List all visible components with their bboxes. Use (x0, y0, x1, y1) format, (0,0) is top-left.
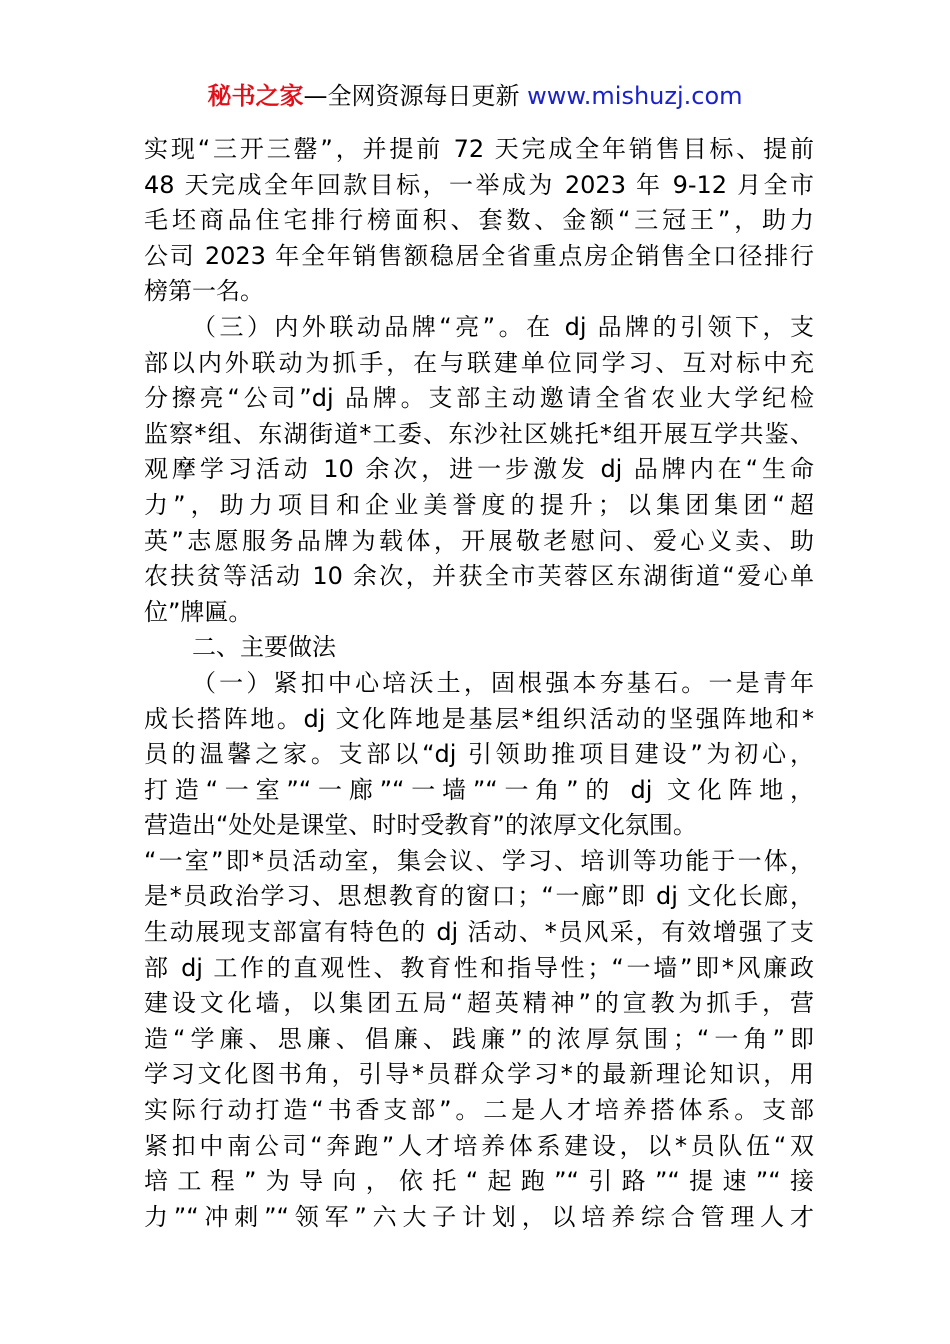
site-brand: 秘书之家 (207, 82, 304, 110)
text-line: 48 天完成全年回款目标，一举成为 2023 年 9-12 月全市 (144, 170, 814, 199)
text-line: 榜第一名。 (144, 277, 264, 306)
text-line: 是*员政治学习、思想教育的窗口；“一廊”即 dj 文化长廊， (144, 882, 814, 911)
text-line: 农扶贫等活动 10 余次，并获全市芙蓉区东湖街道“爱心单 (144, 562, 814, 591)
text-line: （三）内外联动品牌“亮”。在 dj 品牌的引领下，支 (192, 312, 814, 341)
text-line: 紧扣中南公司“奔跑”人才培养体系建设，以*员队伍“双 (144, 1131, 814, 1160)
text-line: 培工程”为导向，依托“起跑”“引路”“提速”“接 (144, 1167, 814, 1196)
text-line: 二、主要做法 (192, 633, 336, 662)
text-line: 力”“冲刺”“领军”六大子计划，以培养综合管理人才 (144, 1202, 814, 1231)
text-line: “一室”即*员活动室，集会议、学习、培训等功能于一体， (144, 846, 814, 875)
text-line: 部以内外联动为抓手，在与联建单位同学习、互对标中充 (144, 348, 814, 377)
text-line: 实现“三开三罄”，并提前 72 天完成全年销售目标、提前 (144, 135, 814, 163)
document-body (144, 132, 814, 1235)
text-line: 造“学廉、思廉、倡廉、践廉”的浓厚氛围；“一角”即 (144, 1024, 814, 1053)
paragraph (144, 310, 814, 630)
text-line: 生动展现支部富有特色的 dj 活动、*员风采，有效增强了支 (144, 918, 814, 947)
text-line: 营造出“处处是课堂、时时受教育”的浓厚文化氛围。 (144, 811, 697, 840)
text-line: 观摩学习活动 10 余次，进一步激发 dj 品牌内在“生命 (144, 455, 814, 484)
section-heading (144, 630, 814, 666)
paragraph (144, 666, 814, 1236)
text-line: （一）紧扣中心培沃土，固根强本夯基石。一是青年 (192, 668, 814, 697)
text-line: 学习文化图书角，引导*员群众学习*的最新理论知识，用 (144, 1060, 814, 1089)
paragraph (144, 132, 814, 310)
text-line: 部 dj 工作的直观性、教育性和指导性；“一墙”即*风廉政 (144, 953, 814, 982)
text-line: 成长搭阵地。dj 文化阵地是基层*组织活动的坚强阵地和* (144, 704, 814, 733)
text-line: 英”志愿服务品牌为载体，开展敬老慰问、爱心义卖、助 (144, 526, 814, 555)
text-line: 力”，助力项目和企业美誉度的提升；以集团集团“超 (144, 490, 814, 519)
text-line: 毛坯商品住宅排行榜面积、套数、金额“三冠王”，助力 (144, 206, 814, 235)
text-line: 监察*组、东湖街道*工委、东沙社区姚托*组开展互学共鉴、 (144, 419, 814, 448)
site-url-link[interactable]: www.mishuzj.com (527, 82, 743, 110)
text-line: 建设文化墙，以集团五局“超英精神”的宣教为抓手，营 (144, 989, 814, 1018)
text-line: 实际行动打造“书香支部”。二是人才培养搭体系。支部 (144, 1096, 814, 1125)
text-line: 公司 2023 年全年销售额稳居全省重点房企销售全口径排行 (144, 241, 814, 270)
text-line: 打造“一室”“一廊”“一墙”“一角”的 dj 文化阵地， (144, 775, 814, 804)
text-line: 分擦亮“公司”dj 品牌。支部主动邀请全省农业大学纪检 (144, 384, 814, 413)
text-line: 员的温馨之家。支部以“dj 引领助推项目建设”为初心， (144, 740, 814, 769)
text-line: 位”牌匾。 (144, 597, 253, 626)
site-tagline: —全网资源每日更新 (303, 82, 528, 110)
watermark-header (0, 80, 950, 112)
